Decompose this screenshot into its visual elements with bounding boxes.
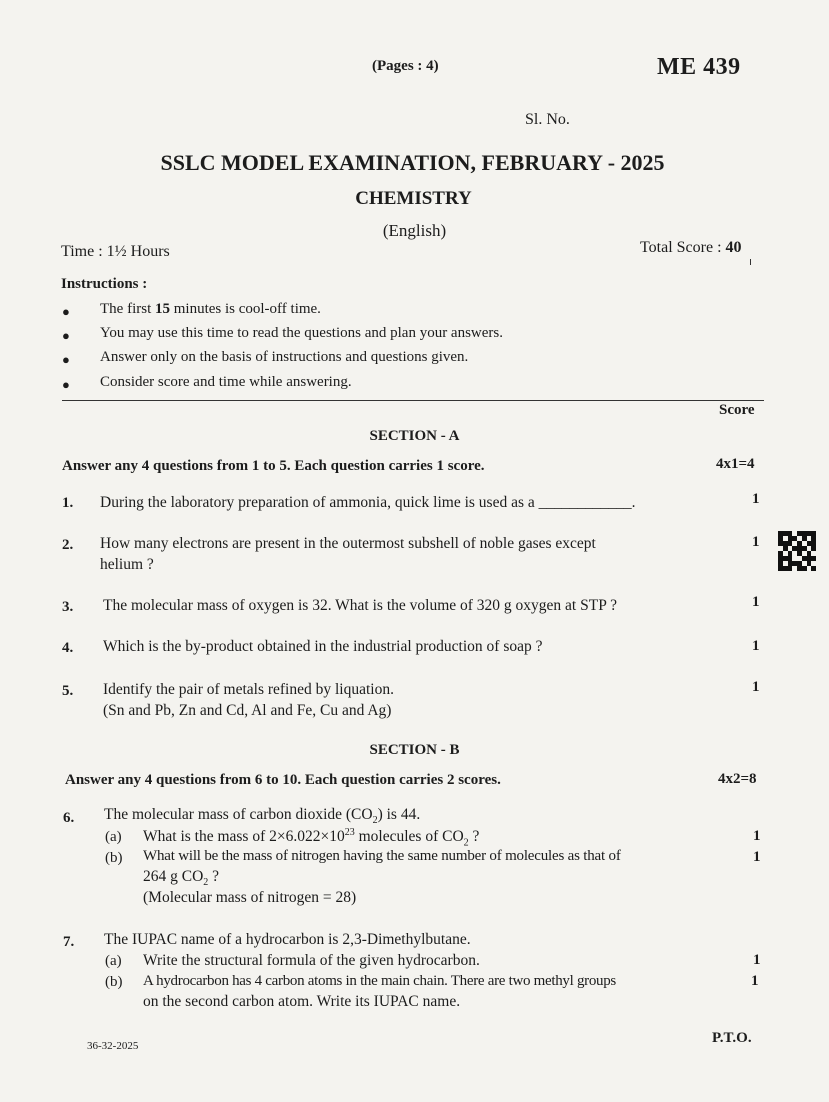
instruction-item: The first 15 minutes is cool-off time. [100,301,321,317]
subquestion-text: What will be the mass of nitrogen having the same number of molecules as that of [143,848,621,864]
divider-rule [62,400,764,401]
bullet-icon: ● [62,304,70,319]
subquestion-text: What is the mass of $2\times 6.022\times 10^{23}$ molecules of $CO_2$ ? [143,827,480,849]
question-text: The molecular mass of carbon dioxide $(CO_2)$ is 44. [104,806,421,827]
exam-title: SSLC MODEL EXAMINATION, FEBRUARY - 2025 [160,150,665,175]
subquestion-label: (b) [105,850,123,866]
question-number: 2. [62,537,74,553]
qr-code-icon [778,531,816,571]
pages-count: (Pages : 4) [372,58,439,74]
question-mark: 1 [752,638,760,654]
question-mark: 1 [752,594,760,610]
question-text: Identify the pair of metals refined by liquation. [103,681,394,698]
question-number: 4. [62,640,74,656]
question-number: 7. [63,934,75,950]
section-b-score: 4x2=8 [718,771,757,787]
serial-number-label: Sl. No. [525,111,570,128]
question-number: 3. [62,599,74,615]
total-score-value: 40 [725,239,742,256]
bullet-icon: ● [62,352,70,367]
instruction-item: Answer only on the basis of instructions and questions given. [100,349,469,365]
time-label: Time : 1½ Hours [61,243,170,260]
total-score-label: Total Score : [640,239,726,256]
subquestion-label: (a) [105,829,122,845]
subquestion-text-cont: on the second carbon atom. Write its IUPAC name. [143,993,461,1010]
question-mark: 1 [753,828,761,844]
bullet-icon: ● [62,377,70,392]
instruction-item: Consider score and time while answering. [100,374,352,390]
question-number: 5. [62,683,74,699]
question-text-cont: (Sn and Pb, Zn and Cd, Al and Fe, Cu and Ag) [103,702,392,719]
question-mark: 1 [751,973,759,989]
question-mark: 1 [752,491,760,507]
subquestion-note: (Molecular mass of nitrogen = 28) [143,889,357,906]
medium-label: (English) [382,221,447,240]
bullet-icon: ● [62,328,70,343]
question-mark: 1 [753,849,761,865]
question-mark: 1 [753,952,761,968]
question-text: Which is the by-product obtained in the industrial production of soap ? [103,638,543,655]
question-mark: 1 [752,679,760,695]
question-text: The IUPAC name of a hydrocarbon is 2,3-Dimethylbutane. [104,931,471,948]
question-text: The molecular mass of oxygen is 32. What is the volume of 320 g oxygen at STP ? [103,597,617,614]
instruction-item: You may use this time to read the questions and plan your answers. [100,325,504,341]
subquestion-text: A hydrocarbon has 4 carbon atoms in the main chain. There are two methyl groups [143,973,616,989]
subquestion-label: (a) [105,953,122,969]
question-number: 1. [62,495,74,511]
section-a-title: SECTION - A [369,428,460,444]
question-text: During the laboratory preparation of ammonia, quick lime is used as a ____________. [100,494,636,511]
section-a-score: 4x1=4 [716,456,755,472]
question-text-cont: helium ? [100,556,154,573]
section-a-instruction: Answer any 4 questions from 1 to 5. Each question carries 1 score. [62,458,485,474]
section-b-title: SECTION - B [369,742,460,758]
footer-code: 36-32-2025 [87,1040,139,1052]
question-mark: 1 [752,534,760,550]
instructions-heading: Instructions : [61,276,148,292]
subquestion-text: Write the structural formula of the given hydrocarbon. [143,952,480,969]
subject-title: CHEMISTRY [355,188,472,209]
question-text: How many electrons are present in the outermost subshell of noble gases except [100,535,596,552]
score-column-heading: Score [719,402,755,418]
subquestion-label: (b) [105,974,123,990]
tick-mark [750,259,761,265]
pto-label: P.T.O. [712,1030,752,1046]
section-b-instruction: Answer any 4 questions from 6 to 10. Each question carries 2 scores. [65,772,501,788]
total-score [640,239,742,257]
paper-code: ME 439 [657,54,741,80]
question-number: 6. [63,810,75,826]
subquestion-text-cont: 264 g $CO_2$ ? [143,868,220,889]
